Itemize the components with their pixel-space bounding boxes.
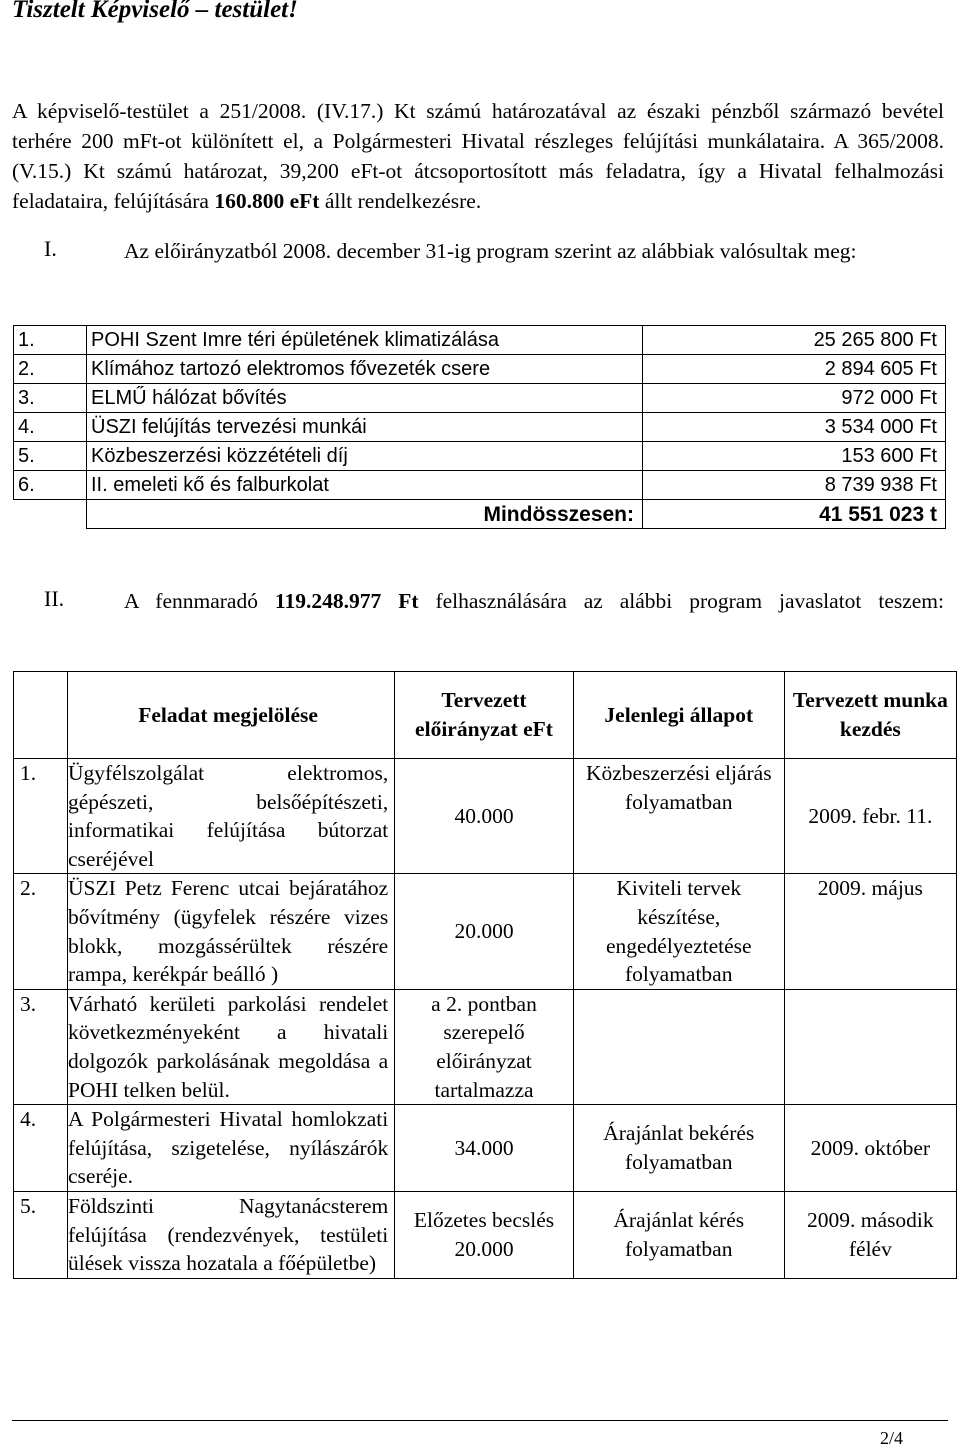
row-number: 4. bbox=[14, 413, 87, 442]
intro-text: A képviselő-testület a 251/2008. (IV.17.) Kt számú határozatával az északi pénzből származó bevétel terhére 200 mFt-ot különített el, a Polgármesteri Hivatal részleges felújítási munkálataira. A 365/2008. (V.15.) Kt számú határozat, 39,200 eFt-ot átcsoportosított más feladatra, így a Hivatal felhalmozási feladataira, felújítására bbox=[12, 99, 944, 213]
row-task: ÜSZI Petz Ferenc utcai bejáratához bővítmény (ügyfelek részére vizes blokk, mozgássérültek részére rampa, kerékpár beálló ) bbox=[68, 874, 395, 989]
row-number: 3. bbox=[14, 384, 87, 413]
section-1-text: Az előirányzatból 2008. december 31-ig program szerint az alábbiak valósultak meg: bbox=[124, 239, 857, 263]
footer-divider bbox=[12, 1420, 948, 1421]
table-row bbox=[14, 326, 946, 355]
row-budget: Előzetes becslés 20.000 bbox=[395, 1191, 574, 1278]
row-start: 2009. febr. 11. bbox=[784, 759, 956, 874]
table-row bbox=[14, 355, 946, 384]
row-number: 1. bbox=[14, 326, 87, 355]
intro-amount: 160.800 eFt bbox=[214, 189, 320, 213]
row-number: 2. bbox=[14, 874, 68, 989]
row-amount: 2 894 605 Ft bbox=[643, 355, 946, 384]
total-row bbox=[14, 500, 946, 529]
table-row bbox=[14, 1105, 957, 1192]
row-amount: 972 000 Ft bbox=[643, 384, 946, 413]
row-number: 3. bbox=[14, 989, 68, 1104]
row-state: Árajánlat bekérés folyamatban bbox=[573, 1105, 784, 1192]
row-state bbox=[573, 989, 784, 1104]
row-number: 6. bbox=[14, 471, 87, 500]
intro-text-end: állt rendelkezésre. bbox=[324, 189, 482, 213]
header-task: Feladat megjelölése bbox=[68, 672, 395, 759]
row-number: 2. bbox=[14, 355, 87, 384]
intro-paragraph bbox=[12, 96, 944, 216]
row-start: 2009. október bbox=[784, 1105, 956, 1192]
row-budget: a 2. pontban szerepelő előirányzat tartalmazza bbox=[395, 989, 574, 1104]
row-label: Klímához tartozó elektromos fővezeték csere bbox=[87, 355, 643, 384]
table-row bbox=[14, 442, 946, 471]
section-2-currency: Ft bbox=[398, 589, 419, 613]
row-start: 2009. második félév bbox=[784, 1191, 956, 1278]
row-amount: 8 739 938 Ft bbox=[643, 471, 946, 500]
row-start bbox=[784, 989, 956, 1104]
row-label: ÜSZI felújítás tervezési munkái bbox=[87, 413, 643, 442]
row-start: 2009. május bbox=[784, 874, 956, 989]
total-amount: 41 551 023 t bbox=[643, 500, 946, 529]
header-budget: Tervezett előirányzat eFt bbox=[395, 672, 574, 759]
row-task: Várható kerületi parkolási rendelet következményeként a hivatali dolgozók parkolásának megoldása a POHI telken belül. bbox=[68, 989, 395, 1104]
section-2-text-c: felhasználására az alábbi program javaslatot teszem: bbox=[435, 589, 945, 613]
planned-program-table bbox=[13, 671, 957, 1279]
row-state: Árajánlat kérés folyamatban bbox=[573, 1191, 784, 1278]
section-2-number: II. bbox=[44, 586, 65, 611]
total-label: Mindösszesen: bbox=[87, 500, 643, 529]
table-header-row bbox=[14, 672, 957, 759]
row-label: ELMŰ hálózat bővítés bbox=[87, 384, 643, 413]
section-2-remaining-amount: 119.248.977 bbox=[274, 589, 382, 613]
row-number: 1. bbox=[14, 759, 68, 874]
row-label: Közbeszerzési közzétételi díj bbox=[87, 442, 643, 471]
row-number: 5. bbox=[14, 442, 87, 471]
row-number: 4. bbox=[14, 1105, 68, 1192]
table-row bbox=[14, 1191, 957, 1278]
row-label: II. emeleti kő és falburkolat bbox=[87, 471, 643, 500]
row-number: 5. bbox=[14, 1191, 68, 1278]
table-row bbox=[14, 384, 946, 413]
page-title: Tisztelt Képviselő – testület! bbox=[12, 0, 298, 23]
page-number: 2/4 bbox=[880, 1428, 904, 1448]
header-start: Tervezett munka kezdés bbox=[784, 672, 956, 759]
row-budget: 34.000 bbox=[395, 1105, 574, 1192]
row-task: Ügyfélszolgálat elektromos, gépészeti, belsőépítészeti, informatikai felújítása bútorzat cseréjével bbox=[68, 759, 395, 874]
completed-works-table bbox=[13, 325, 946, 529]
row-amount: 3 534 000 Ft bbox=[643, 413, 946, 442]
row-label: POHI Szent Imre téri épületének klimatizálása bbox=[87, 326, 643, 355]
table-row bbox=[14, 759, 957, 874]
row-budget: 40.000 bbox=[395, 759, 574, 874]
section-2-text bbox=[124, 586, 944, 616]
table-row bbox=[14, 874, 957, 989]
row-budget: 20.000 bbox=[395, 874, 574, 989]
row-task: Földszinti Nagytanácsterem felújítása (rendezvények, testületi ülések vissza hozatala a főépületbe) bbox=[68, 1191, 395, 1278]
row-state: Kiviteli tervek készítése, engedélyeztetése folyamatban bbox=[573, 874, 784, 989]
row-state: Közbeszerzési eljárás folyamatban bbox=[573, 759, 784, 874]
table-row bbox=[14, 471, 946, 500]
header-state: Jelenlegi állapot bbox=[573, 672, 784, 759]
section-2-text-a: A fennmaradó bbox=[124, 589, 258, 613]
table-row bbox=[14, 413, 946, 442]
row-task: A Polgármesteri Hivatal homlokzati felújítása, szigetelése, nyílászárók cseréje. bbox=[68, 1105, 395, 1192]
section-1-number: I. bbox=[44, 236, 57, 261]
row-amount: 25 265 800 Ft bbox=[643, 326, 946, 355]
row-amount: 153 600 Ft bbox=[643, 442, 946, 471]
table-row bbox=[14, 989, 957, 1104]
